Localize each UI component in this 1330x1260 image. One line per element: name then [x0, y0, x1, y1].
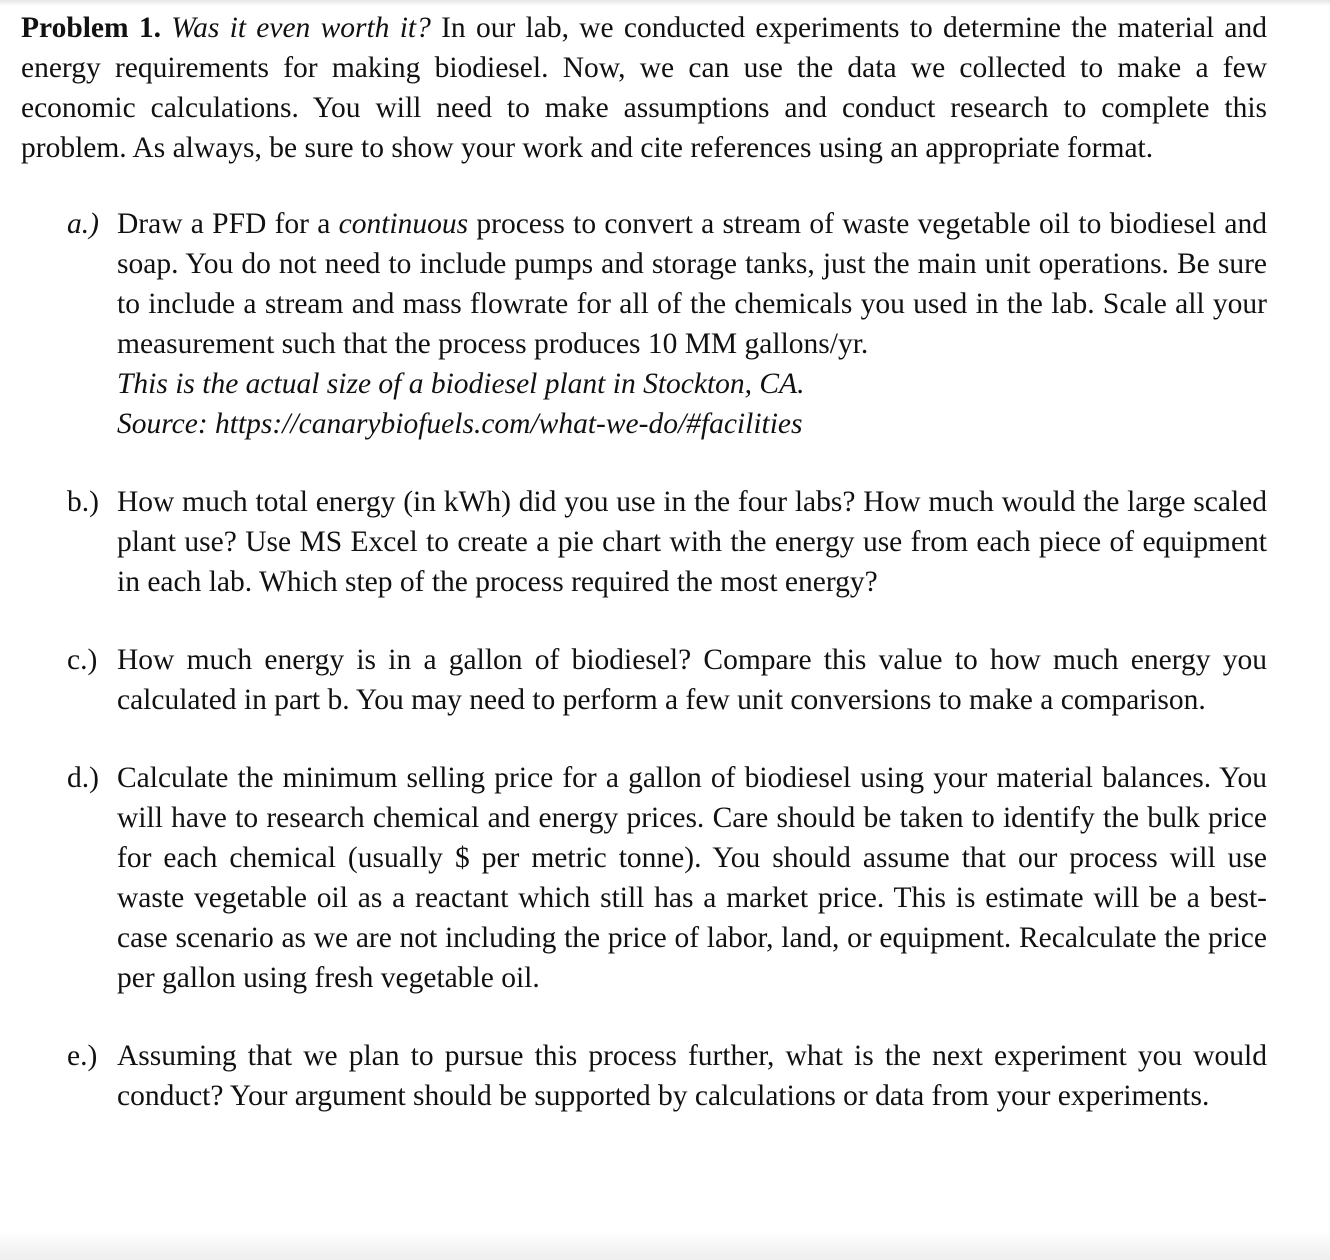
- part-a-marker: a.): [67, 208, 99, 240]
- problem-parts-list: [21, 204, 1267, 1116]
- top-edge-shadow: [0, 0, 1330, 6]
- part-e-marker: e.): [67, 1040, 98, 1072]
- part-c-text: How much energy is in a gallon of biodiesel? Compare this value to how much energy you calculated in part b. You may need to perform a few unit conversions to make a comparison.: [117, 644, 1267, 716]
- problem-document: [21, 8, 1267, 1116]
- part-e-text: Assuming that we plan to pursue this process further, what is the next experiment you would conduct? Your argument should be supported by calculations or data from your experiments.: [117, 1040, 1267, 1112]
- problem-intro: [21, 8, 1267, 168]
- part-b-text: How much total energy (in kWh) did you use in the four labs? How much would the large scaled plant use? Use MS Excel to create a pie chart with the energy use from each piece of equipment in each lab. Which step of the process required the most energy?: [117, 486, 1267, 598]
- part-d-marker: d.): [67, 762, 99, 794]
- bottom-edge-shadow: [0, 1230, 1330, 1260]
- part-a: [21, 204, 1267, 444]
- problem-intro-text: In our lab, we conducted experiments to determine the material and energy requirements for making biodiesel. Now, we can use the data we collected to make a few economic calculations. You will need to make assumptions and conduct research to complete this problem. As always, be sure to show your work and cite references using an appropriate format.: [21, 12, 1268, 164]
- part-a-text-before: Draw a PFD for a: [117, 208, 339, 240]
- part-a-source: Source: https://canarybiofuels.com/what-we-do/#facilities: [117, 408, 803, 440]
- part-d-text: Calculate the minimum selling price for a gallon of biodiesel using your material balances. You will have to research chemical and energy prices. Care should be taken to identify the bulk price for each chemical (usually $ per metric tonne). You should assume that our process will use waste vegetable oil as a reactant which still has a market price. This is estimate will be a best-case scenario as we are not including the price of labor, land, or equipment. Recalculate the price per gallon using fresh vegetable oil.: [117, 762, 1267, 994]
- problem-title: Was it even worth it?: [171, 12, 431, 44]
- part-a-emphasis: continuous: [338, 208, 469, 240]
- problem-label: Problem 1.: [21, 12, 161, 44]
- part-b: [21, 482, 1267, 602]
- part-a-note: This is the actual size of a biodiesel plant in Stockton, CA.: [117, 368, 805, 400]
- part-b-marker: b.): [67, 486, 99, 518]
- part-d: [21, 758, 1267, 998]
- part-c-marker: c.): [67, 644, 98, 676]
- part-a-text: [117, 208, 1267, 360]
- part-e: [21, 1036, 1267, 1116]
- part-a-text-after: process to convert a stream of waste vegetable oil to biodiesel and soap. You do not need to include pumps and storage tanks, just the main unit operations. Be sure to include a stream and mass flowrate for all of the chemicals you used in the lab. Scale all your measurement such that the process produces 10 MM gallons/yr.: [117, 208, 1267, 360]
- part-c: [21, 640, 1267, 720]
